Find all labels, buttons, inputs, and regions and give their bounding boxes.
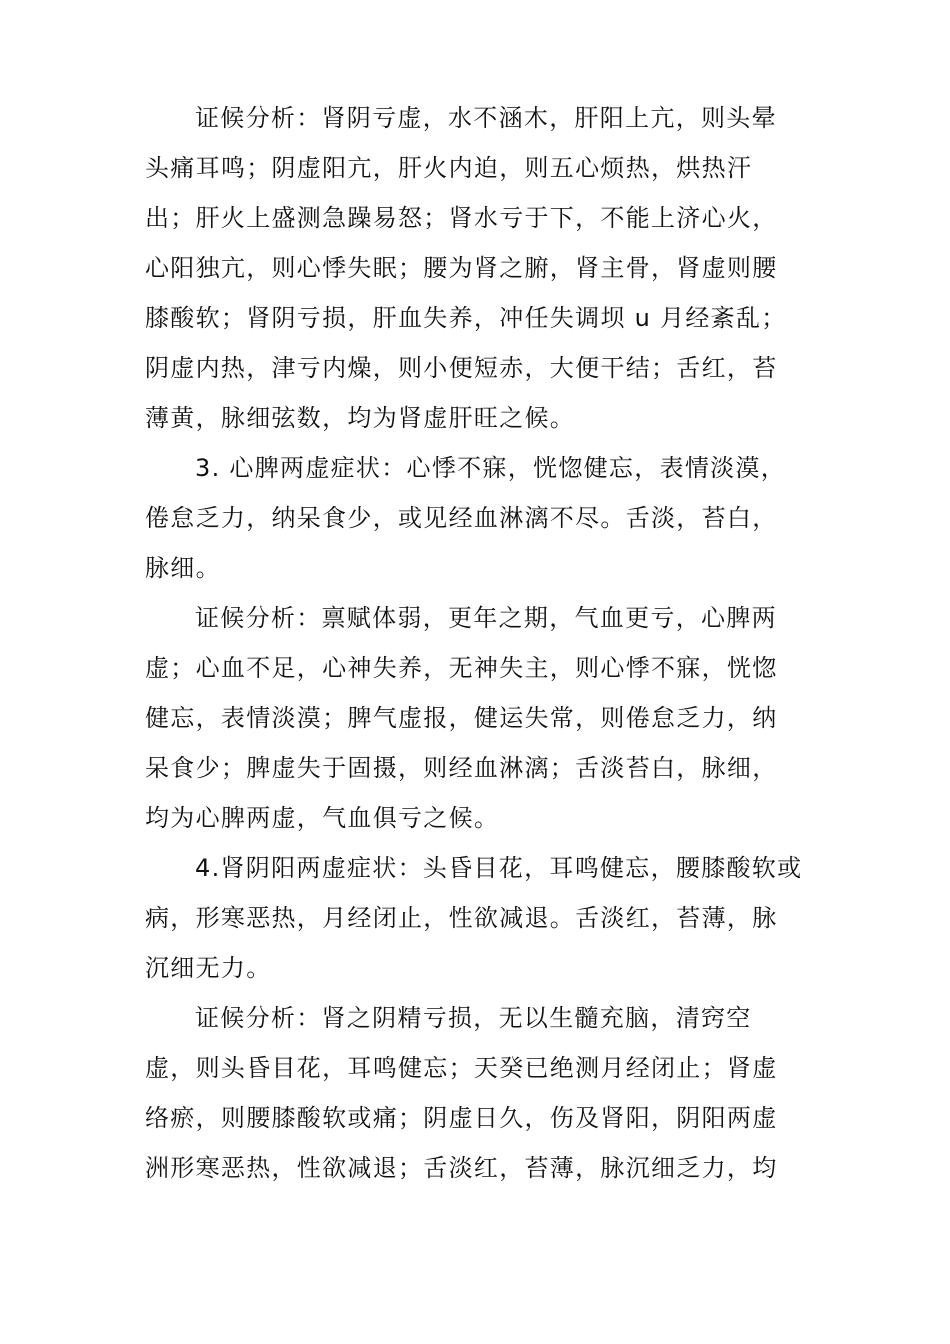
text-line: 阴虚内热，津亏内燥，则小便短赤，大便干结；舌红，苔 xyxy=(145,354,778,382)
text-line: 络瘀，则腰膝酸软或痛；阴虚日久，伤及肾阳，阴阳两虚 xyxy=(145,1104,778,1132)
text-line: 证候分析：肾之阴精亏损，无以生髓充脑，清窍空 xyxy=(195,1004,752,1032)
text-line: 呆食少；脾虚失于固摄，则经血淋漓；舌淡苔白，脉细， xyxy=(145,754,778,782)
text-line: 薄黄，脉细弦数，均为肾虚肝旺之候。 xyxy=(145,404,576,432)
text-line: 脉细。 xyxy=(145,554,221,582)
text-line: 沉细无力。 xyxy=(145,954,272,982)
section-heading-line: 4.肾阴阳两虚症状：头昏目花，耳鸣健忘，腰膝酸软或 xyxy=(195,854,803,882)
text-line: 证候分析：肾阴亏虚，水不涵木，肝阳上亢，则头晕 xyxy=(195,104,777,132)
text-line: 倦怠乏力，纳呆食少，或见经血淋漓不尽。舌淡，苔白， xyxy=(145,504,778,532)
text-line: 虚，则头昏目花，耳鸣健忘；天癸已绝测月经闭止；肾虚 xyxy=(145,1054,778,1082)
text-line: 健忘，表情淡漠；脾气虚报，健运失常，则倦怠乏力，纳 xyxy=(145,704,778,732)
text-line: 心阳独亢，则心悸失眠；腰为肾之腑，肾主骨，肾虚则腰 xyxy=(145,254,778,282)
text-line: 洲形寒恶热，性欲减退；舌淡红，苔薄，脉沉细乏力，均 xyxy=(145,1154,778,1182)
text-line: 出；肝火上盛测急躁易怒；肾水亏于下，不能上济心火， xyxy=(145,204,778,232)
text-line: 膝酸软；肾阴亏损，肝血失养，冲任失调坝 u 月经紊乱； xyxy=(145,304,787,332)
text-line: 证候分析：禀赋体弱，更年之期，气血更亏，心脾两 xyxy=(195,604,777,632)
section-heading-line: 3. 心脾两虚症状：心悸不寐，恍惚健忘，表情淡漠， xyxy=(195,454,787,482)
text-line: 病，形寒恶热，月经闭止，性欲减退。舌淡红，苔薄，脉 xyxy=(145,904,778,932)
text-line: 头痛耳鸣；阴虚阳亢，肝火内迫，则五心烦热，烘热汗 xyxy=(145,154,753,182)
text-line: 均为心脾两虚，气血俱亏之候。 xyxy=(145,804,500,832)
text-line: 虚；心血不足，心神失养，无神失主，则心悸不寐，恍惚 xyxy=(145,654,778,682)
